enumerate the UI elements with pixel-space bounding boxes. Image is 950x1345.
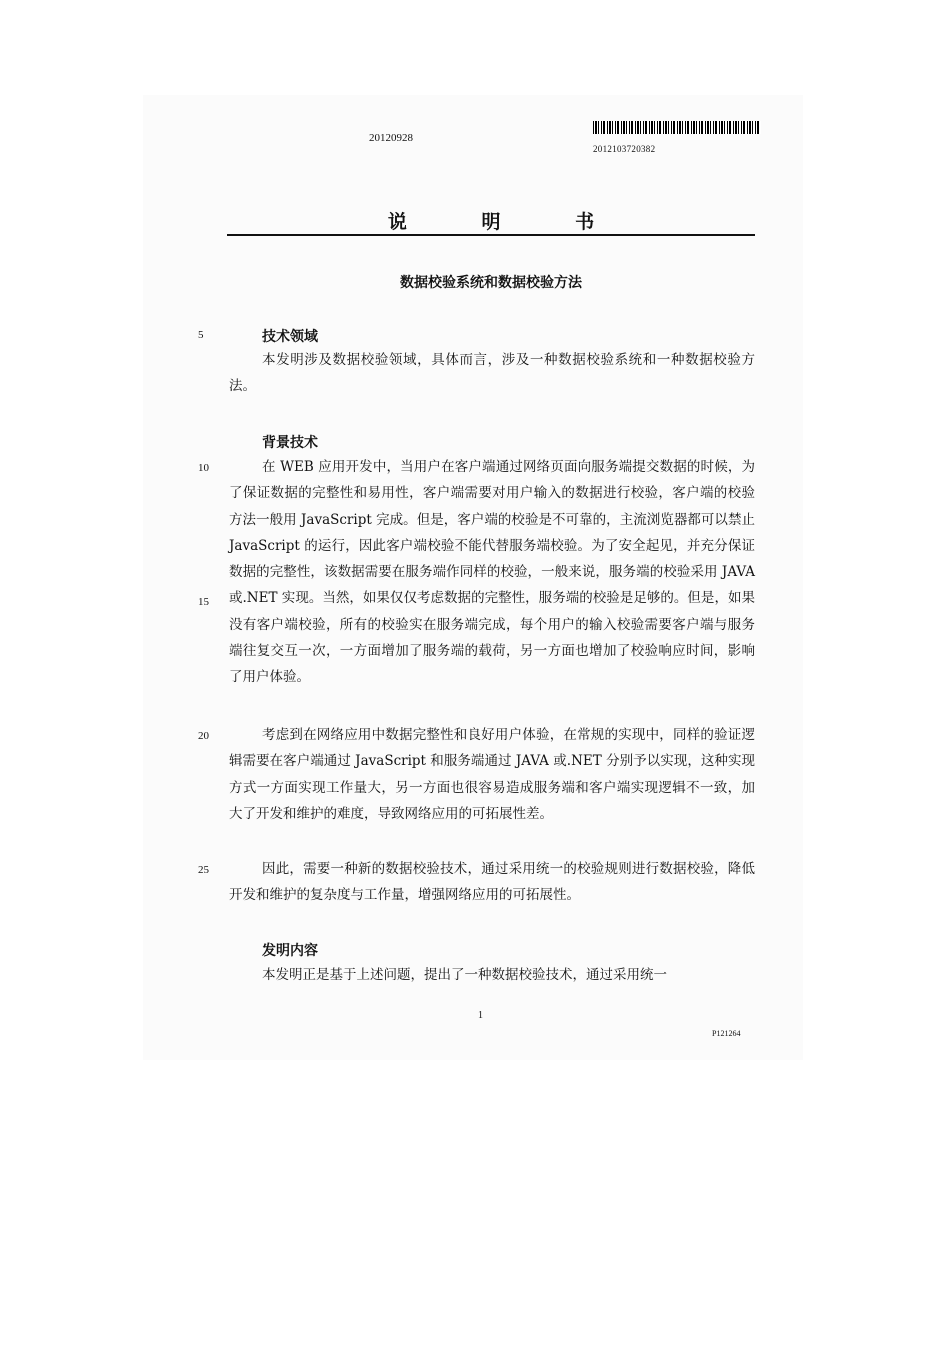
line-number: 15 [198, 596, 209, 608]
page-number: 1 [478, 1010, 483, 1021]
paragraph: 因此，需要一种新的数据校验技术，通过采用统一的校验规则进行数据校验，降低开发和维护的复杂度与工作量，增强网络应用的可拓展性。 [229, 861, 755, 904]
document-code: P121264 [712, 1029, 741, 1038]
line-number: 5 [198, 329, 204, 341]
paragraph: 本发明正是基于上述问题，提出了一种数据校验技术，通过采用统一 [262, 967, 667, 983]
line-number: 20 [198, 730, 209, 742]
section-heading-summary: 发明内容 [262, 943, 318, 959]
paragraph: 考虑到在网络应用中数据完整性和良好用户体验，在常规的实现中，同样的验证逻辑需要在客户端通过 JavaScript 和服务端通过 JAVA 或.NET 分别予以实现，这种实现方式一方面实现工作量大，另一方面也很容易造成服务端和客户端实现逻辑不一致，加大了开发和维护的难度，导致网络应用的可拓展性差。 [229, 727, 755, 822]
line-number: 10 [198, 462, 209, 474]
line-number: 25 [198, 864, 209, 876]
invention-title: 数据校验系统和数据校验方法 [400, 275, 582, 291]
application-serial: 2012103720382 [593, 144, 656, 154]
section-heading-background: 背景技术 [262, 435, 318, 451]
document-title: 说 明 书 [387, 211, 629, 233]
paragraph: 本发明涉及数据校验领域，具体而言，涉及一种数据校验系统和一种数据校验方法。 [229, 352, 755, 395]
section-heading-tech-field: 技术领域 [262, 329, 318, 345]
barcode-icon [593, 121, 761, 134]
paragraph: 在 WEB 应用开发中，当用户在客户端通过网络页面向服务端提交数据的时候，为了保证数据的完整性和易用性，客户端需要对用户输入的数据进行校验，客户端的校验方法一般用 JavaScript 完成。但是，客户端的校验是不可靠的，主流浏览器都可以禁止 JavaScript 的运行，因此客户端校验不能代替服务端校验。为了安全起见，并充分保证数据的完整性，该数据需要在服务端作同样的校验，一般来说，服务端的校验采用 JAVA 或.NET 实现。当然，如果仅仅考虑数据的完整性，服务端的校验是足够的。但是，如果没有客户端校验，所有的校验实在服务端完成，每个用户的输入校验需要客户端与服务端往复交互一次，一方面增加了服务端的载荷，另一方面也增加了校验响应时间，影响了用户体验。 [229, 459, 755, 686]
title-divider [227, 234, 755, 236]
filing-date: 20120928 [369, 132, 413, 144]
